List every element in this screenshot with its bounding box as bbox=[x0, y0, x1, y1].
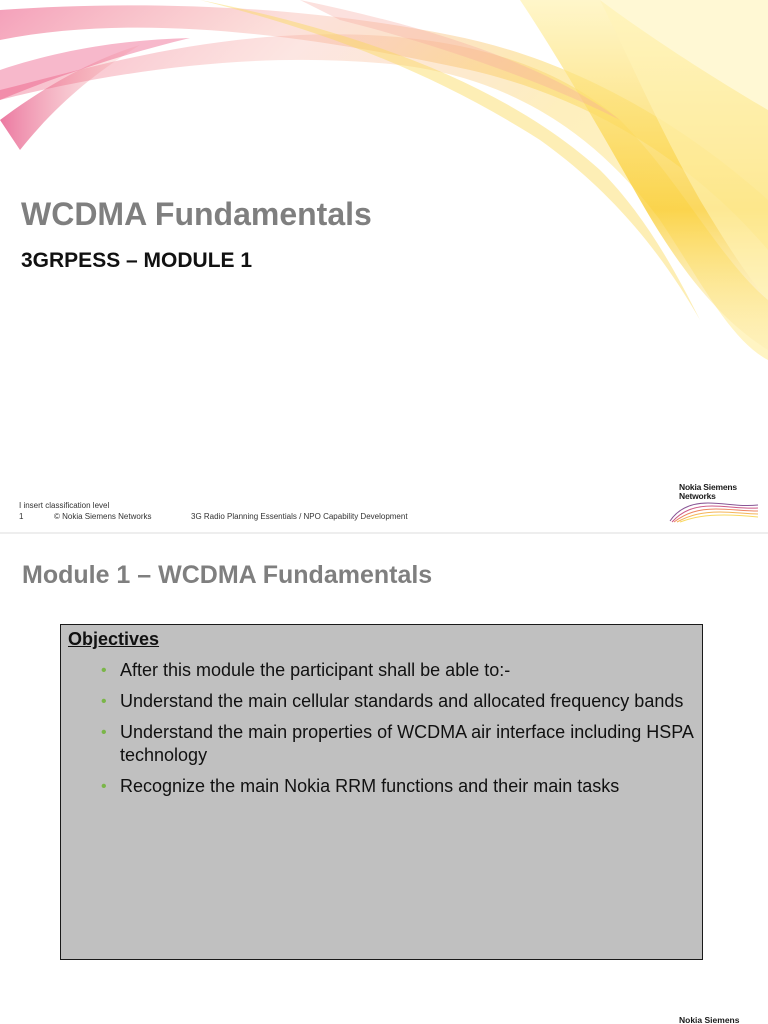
presentation-subtitle: 3GRPESS – MODULE 1 bbox=[21, 249, 253, 272]
copyright-text: © Nokia Siemens Networks bbox=[54, 512, 152, 521]
bullet-icon: • bbox=[101, 724, 107, 741]
list-item bbox=[101, 775, 701, 798]
logo-line-1: Nokia Siemens bbox=[679, 482, 737, 492]
classification-label: I insert classification level bbox=[19, 501, 110, 510]
list-item bbox=[101, 690, 701, 713]
nsn-logo bbox=[668, 481, 760, 523]
objective-text: After this module the participant shall be able to:- bbox=[120, 660, 511, 680]
bullet-icon: • bbox=[101, 662, 107, 679]
logo-line-2: Networks bbox=[679, 491, 716, 501]
course-name: 3G Radio Planning Essentials / NPO Capability Development bbox=[191, 512, 408, 521]
objective-text: Understand the main cellular standards and allocated frequency bands bbox=[120, 691, 684, 711]
list-item bbox=[101, 721, 701, 767]
bullet-icon: • bbox=[101, 778, 107, 795]
objective-text: Recognize the main Nokia RRM functions and their main tasks bbox=[120, 776, 620, 796]
logo-swirl-icon bbox=[668, 495, 760, 523]
slide-number: 1 bbox=[19, 512, 24, 521]
objectives-list bbox=[101, 659, 701, 806]
objectives-box bbox=[60, 624, 703, 960]
objectives-slide bbox=[0, 534, 768, 1024]
list-item bbox=[101, 659, 701, 682]
objectives-heading: Objectives bbox=[68, 629, 160, 649]
bullet-icon: • bbox=[101, 693, 107, 710]
presentation-title: WCDMA Fundamentals bbox=[21, 196, 372, 232]
objective-text: Understand the main properties of WCDMA air interface including HSPA technology bbox=[120, 722, 693, 765]
slide-title: Module 1 – WCDMA Fundamentals bbox=[22, 561, 433, 589]
nsn-logo-partial: Nokia Siemens bbox=[679, 1015, 740, 1024]
